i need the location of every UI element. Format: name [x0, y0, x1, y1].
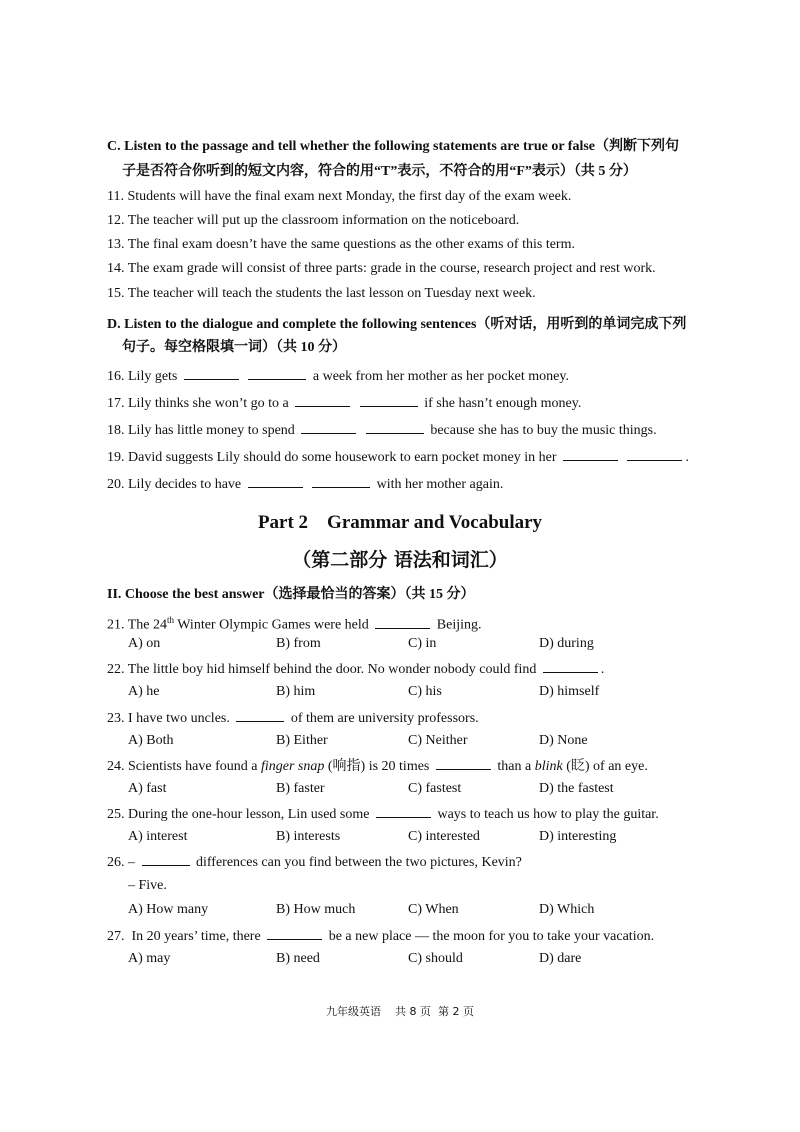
- q24-text-pre: 24. Scientists have found a: [107, 759, 261, 774]
- section-c-heading-line2: 子是否符合你听到的短文内容，符合的用“T”表示，不符合的用“F”表示）（共 5 分）: [122, 164, 637, 179]
- q18-text-post: because she has to buy the music things.: [430, 423, 657, 438]
- q23-blank[interactable]: [236, 708, 284, 722]
- q24-term-blink: blink: [534, 759, 563, 774]
- q22-text-post: .: [600, 662, 605, 677]
- q23-option-b[interactable]: B) Either: [276, 733, 328, 748]
- q17-blank-2[interactable]: [360, 393, 418, 407]
- section-ii-heading: II. Choose the best answer（选择最恰当的答案）（共 15 分）: [107, 587, 475, 602]
- q22-option-c[interactable]: C) his: [408, 684, 442, 699]
- section-d-heading-line1: D. Listen to the dialogue and complete the following sentences（听对话，用听到的单词完成下列: [107, 317, 687, 332]
- question-13: 13. The final exam doesn’t have the same questions as the other exams of this term.: [107, 237, 575, 252]
- q21-superscript: th: [167, 615, 175, 625]
- q27-option-c[interactable]: C) should: [408, 951, 463, 966]
- q25-text-pre: 25. During the one-hour lesson, Lin used some: [107, 807, 370, 822]
- q26-blank[interactable]: [142, 852, 190, 866]
- q26-option-d[interactable]: D) Which: [539, 902, 595, 917]
- q24-text-cn2: (眨) of an eye.: [562, 759, 648, 774]
- question-12: 12. The teacher will put up the classroom information on the noticeboard.: [107, 213, 520, 228]
- q19-text-post: .: [685, 450, 689, 465]
- question-21: [107, 611, 482, 635]
- q20-blank-1[interactable]: [248, 474, 303, 488]
- q21-option-d[interactable]: D) during: [539, 636, 594, 651]
- q25-blank[interactable]: [376, 804, 431, 818]
- q24-option-c[interactable]: C) fastest: [408, 781, 462, 796]
- q18-text-pre: 18. Lily has little money to spend: [107, 423, 295, 438]
- q25-option-b[interactable]: B) interests: [276, 829, 341, 844]
- q20-text-post: with her mother again.: [376, 477, 504, 492]
- q21-option-b[interactable]: B) from: [276, 636, 321, 651]
- q16-text-pre: 16. Lily gets: [107, 369, 178, 384]
- part2-subtitle: （第二部分 语法和词汇）: [292, 549, 508, 571]
- question-26: [107, 852, 522, 872]
- q23-text-pre: 23. I have two uncles.: [107, 711, 230, 726]
- q16-blank-2[interactable]: [248, 366, 306, 380]
- question-15: 15. The teacher will teach the students the last lesson on Tuesday next week.: [107, 286, 536, 301]
- question-17: [107, 393, 581, 413]
- q21-option-a[interactable]: A) on: [128, 636, 161, 651]
- part2-title: Part 2 Grammar and Vocabulary: [257, 512, 543, 533]
- q24-option-b[interactable]: B) faster: [276, 781, 325, 796]
- q25-text-post: ways to teach us how to play the guitar.: [437, 807, 659, 822]
- q24-term-finger-snap: finger snap: [260, 759, 325, 774]
- q19-blank-2[interactable]: [627, 447, 682, 461]
- question-19: [107, 447, 689, 467]
- q24-text-cn1: (响指) is 20 times: [324, 759, 430, 774]
- q16-blank-1[interactable]: [184, 366, 239, 380]
- q22-option-a[interactable]: A) he: [128, 684, 160, 699]
- q25-option-c[interactable]: C) interested: [408, 829, 480, 844]
- q27-text-pre: 27. In 20 years’ time, there: [107, 929, 261, 944]
- page-footer: 九年级英语 共 8 页 第 2 页: [326, 1005, 474, 1018]
- question-14: 14. The exam grade will consist of three parts: grade in the course, research project and rest work.: [107, 261, 656, 276]
- q24-text-mid: than a: [497, 759, 535, 774]
- q27-option-d[interactable]: D) dare: [539, 951, 582, 966]
- section-c-heading-line1: C. Listen to the passage and tell whether the following statements are true or false（判断下列句: [107, 139, 680, 154]
- q21-text-pre: 21. The 24: [107, 617, 168, 633]
- question-11: 11. Students will have the final exam next Monday, the first day of the exam week.: [107, 189, 572, 204]
- q24-option-a[interactable]: A) fast: [128, 781, 167, 796]
- question-22: [107, 659, 604, 679]
- q23-text-post: of them are university professors.: [290, 711, 479, 726]
- q24-blank[interactable]: [436, 756, 491, 770]
- q26-option-b[interactable]: B) How much: [276, 902, 356, 917]
- question-27: [107, 926, 654, 946]
- q27-text-post: be a new place — the moon for you to take your vacation.: [328, 929, 655, 944]
- q26-option-a[interactable]: A) How many: [128, 902, 209, 917]
- question-25: [107, 804, 659, 824]
- q17-text-pre: 17. Lily thinks she won’t go to a: [107, 396, 289, 411]
- q26-text-post: differences can you find between the two pictures, Kevin?: [196, 855, 522, 870]
- question-16: [107, 366, 569, 386]
- q22-option-b[interactable]: B) him: [276, 684, 316, 699]
- q21-text-mid: Winter Olympic Games were held: [174, 617, 369, 633]
- question-18: [107, 420, 657, 440]
- q25-option-d[interactable]: D) interesting: [539, 829, 617, 844]
- q18-blank-2[interactable]: [366, 420, 424, 434]
- q27-option-a[interactable]: A) may: [128, 951, 171, 966]
- q26-option-c[interactable]: C) When: [408, 902, 459, 917]
- q26-text-pre: 26. –: [107, 855, 135, 870]
- q19-blank-1[interactable]: [563, 447, 618, 461]
- q20-text-pre: 20. Lily decides to have: [107, 477, 242, 492]
- q18-blank-1[interactable]: [301, 420, 356, 434]
- q26-reply: – Five.: [128, 878, 167, 893]
- q23-option-c[interactable]: C) Neither: [408, 733, 468, 748]
- section-d-heading-line2: 句子。每空格限填一词）（共 10 分）: [122, 340, 346, 355]
- q22-blank[interactable]: [543, 659, 598, 673]
- q20-blank-2[interactable]: [312, 474, 370, 488]
- q22-option-d[interactable]: D) himself: [539, 684, 600, 699]
- question-24: [107, 756, 648, 776]
- question-23: [107, 708, 479, 728]
- q25-option-a[interactable]: A) interest: [128, 829, 188, 844]
- q22-text-pre: 22. The little boy hid himself behind the door. No wonder nobody could find: [107, 662, 537, 677]
- q19-text-pre: 19. David suggests Lily should do some housework to earn pocket money in her: [107, 450, 557, 465]
- q27-blank[interactable]: [267, 926, 322, 940]
- q27-option-b[interactable]: B) need: [276, 951, 320, 966]
- q21-blank[interactable]: [375, 615, 430, 629]
- q24-option-d[interactable]: D) the fastest: [539, 781, 614, 796]
- q17-text-post: if she hasn’t enough money.: [424, 396, 582, 411]
- q17-blank-1[interactable]: [295, 393, 350, 407]
- question-20: [107, 474, 503, 494]
- q21-option-c[interactable]: C) in: [408, 636, 437, 651]
- q21-text-post: Beijing.: [436, 617, 482, 633]
- q23-option-d[interactable]: D) None: [539, 733, 588, 748]
- q23-option-a[interactable]: A) Both: [128, 733, 174, 748]
- q16-text-post: a week from her mother as her pocket money.: [312, 369, 569, 384]
